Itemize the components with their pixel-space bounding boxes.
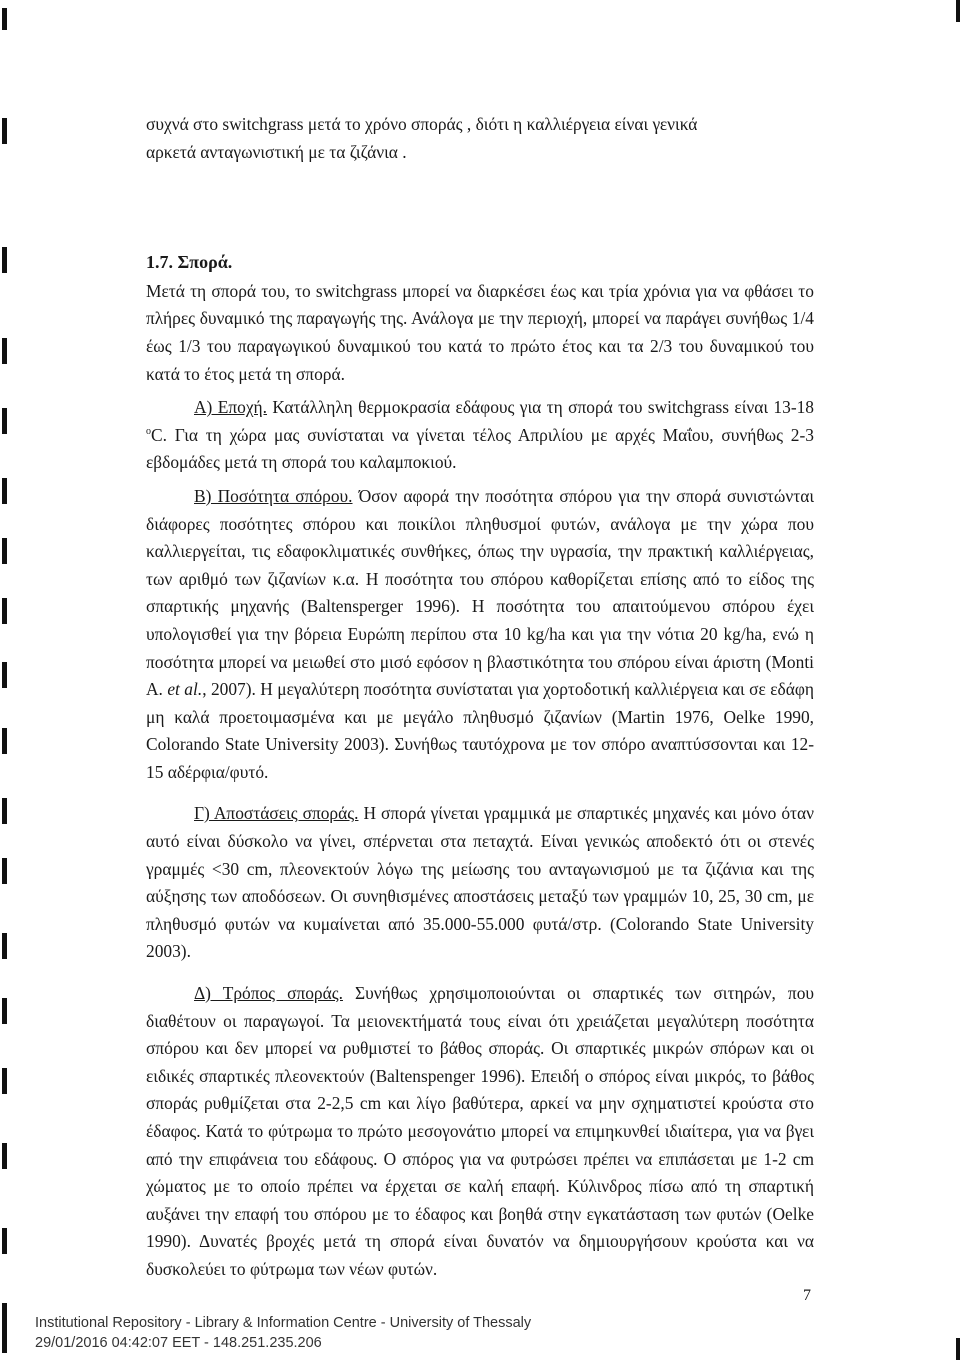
- paragraph-label: Δ) Τρόπος σποράς.: [194, 983, 343, 1004]
- document-body: [146, 111, 814, 1284]
- binding-mark: [2, 598, 7, 624]
- paragraph-text: , 2007). Η μεγαλύτερη ποσότητα συνίσταται για χορτοδοτική καλλιέργεια και σε εδάφη μη καλά προετοιμασμένα και με μεγάλο πληθυσμό ζιζανίων (Martin 1976, Oelke 1990, Colorando State University 2003). Συνήθως ταυτόχρονα με τον σπόρο αναπτύσσονται και 12-15 αδέρφια/φυτό.: [146, 679, 814, 782]
- intro-line: συχνά στο switchgrass μετά το χρόνο σποράς , διότι η καλλιέργεια είναι γενικά: [146, 114, 698, 134]
- binding-mark: [2, 728, 7, 754]
- binding-mark: [2, 8, 7, 30]
- section-title: Σπορά.: [177, 252, 233, 273]
- binding-mark: [2, 1303, 7, 1353]
- paragraph-label: Α) Εποχή.: [194, 397, 268, 418]
- binding-mark: [2, 798, 7, 824]
- binding-mark: [2, 408, 7, 434]
- binding-mark: [2, 998, 7, 1024]
- degree-symbol: o: [146, 425, 151, 437]
- binding-mark: [2, 118, 7, 144]
- binding-mark: [2, 247, 7, 273]
- binding-mark: [2, 478, 7, 504]
- italic-citation: et al.: [167, 679, 203, 700]
- binding-mark: [2, 1228, 7, 1254]
- paragraph-sowing-distances: [146, 800, 814, 966]
- corner-mark: [956, 1338, 960, 1360]
- paragraph-text: Κατάλληλη θερμοκρασία εδάφους για τη σπορά του switchgrass είναι 13-18: [267, 397, 814, 418]
- paragraph-season: [146, 394, 814, 477]
- paragraph-label: Γ) Αποστάσεις σποράς.: [194, 803, 359, 824]
- paragraph-text: C. Για τη χώρα μας συνίσταται να γίνεται τέλος Απριλίου με αρχές Μαΐου, συνήθως 2-3 εβδομάδες μετά τη σπορά του καλαμποκιού.: [146, 424, 814, 473]
- paragraph-seed-quantity: [146, 483, 814, 787]
- section-number: 1.7.: [146, 252, 173, 273]
- page-number: 7: [803, 1287, 811, 1304]
- corner-mark: [956, 0, 960, 22]
- binding-mark: [2, 933, 7, 959]
- footer-repository-line: Institutional Repository - Library & Information Centre - University of Thessaly: [35, 1315, 532, 1331]
- binding-mark: [2, 1143, 7, 1169]
- paragraph-main: Μετά τη σπορά του, το switchgrass μπορεί να διαρκέσει έως και τρία χρόνια για να φθάσει το πλήρες δυναμικό της παραγωγής της. Ανάλογα με την περιοχή, μπορεί να παράγει συνήθως 1/4 έως 1/3 του παραγωγικού δυναμικού του κατά το πρώτο έτος και τα 2/3 του δυναμικού του κατά το έτος μετά τη σπορά.: [146, 280, 814, 384]
- binding-mark: [2, 858, 7, 884]
- paragraph-text: Όσον αφορά την ποσότητα σπόρου για την σπορά συνιστώνται διάφορες ποσότητες σπόρου και ποικίλοι πληθυσμοί φυτών, ανάλογα με την χώρα που καλλιεργείται, τις εδαφοκλιματικές συνθήκες, όπως την υγρασία, την πρακτική καλλιέργειας, των αριθμό των ζιζανίων κ.α. Η ποσότητα του σπόρου καθορίζεται επίσης από το είδος της σπαρτικής μηχανής (Baltensperger 1996). Η ποσότητα του απαιτούμενου σπόρου έχει υπολογισθεί για την βόρεια Ευρώπη περίπου στα 10 kg/ha και για την νότια 20 kg/ha, ενώ η ποσότητα μπορεί να μειωθεί στο μισό εφόσον η βλαστικότητα του σπόρου είναι άριστη (Monti A.: [146, 485, 814, 700]
- paragraph-sowing-method: [146, 980, 814, 1284]
- binding-mark: [2, 1068, 7, 1094]
- binding-mark: [2, 662, 7, 688]
- binding-mark: [2, 538, 7, 564]
- binding-mark: [2, 338, 7, 364]
- footer-timestamp-line: 29/01/2016 04:42:07 EET - 148.251.235.206: [35, 1335, 322, 1351]
- repository-footer: [35, 1313, 531, 1353]
- paragraph-label: Β) Ποσότητα σπόρου.: [194, 485, 353, 506]
- paragraph-text: Η σπορά γίνεται γραμμικά με σπαρτικές μηχανές και μόνο όταν αυτό είναι δύσκολο να γίνει, σπέρνεται στα πεταχτά. Είναι γενικώς αποδεκτό ότι οι στενές γραμμές <30 cm, πλεονεκτούν λόγω της μείωσης του ανταγωνισμού με τα ζιζάνια και της αύξησης των αποδόσεων. Οι συνηθισμένες αποστάσεις μεταξύ των γραμμών 10, 25, 30 cm, με πληθυσμό φυτών να κυμαίνεται από 35.000-55.000 φυτά/στρ. (Colorando State University 2003).: [146, 803, 814, 962]
- intro-line: αρκετά ανταγωνιστική με τα ζιζάνια .: [146, 141, 407, 162]
- section-heading: [146, 249, 814, 277]
- paragraph-text: Συνήθως χρησιμοποιούνται οι σπαρτικές των σιτηρών, που διαθέτουν οι παραγωγοί. Τα μειονεκτήματά τους είναι ότι χρειάζεται μεγαλύτερη ποσότητα σπόρου και δεν μπορεί να ρυθμιστεί το βάθος σποράς. Οι σπαρτικές μικρών σπόρων και οι ειδικές σπαρτικές πλεονεκτούν (Baltenspenger 1996). Επειδή ο σπόρος είναι μικρός, το βάθος σποράς ρυθμίζεται στα 2-2,5 cm και λίγο βαθύτερα, αρκεί να μην σχηματιστεί κρούστα στο έδαφος. Κατά το φύτρωμα το πρώτο μεσογονάτιο μπορεί να επιμηκυνθεί ιδιαίτερα, για να βγει από την επιφάνεια του εδάφους. Ο σπόρος για να φυτρώσει πρέπει να επιπάσεται με 1-2 cm χώματος με το οποίο πρέπει να έρχεται σε καλή επαφή. Κύλινδρος πίσω από τη σπαρτική αυξάνει την επαφή του σπόρου με το έδαφος και βοηθά στην εγκατάσταση των φυτών (Oelke 1990). Δυνατές βροχές μετά τη σπορά είναι δυνατόν να δημιουργήσουν κρούστα και να δυσκολεύει το φύτρωμα των νέων φυτών.: [146, 983, 815, 1279]
